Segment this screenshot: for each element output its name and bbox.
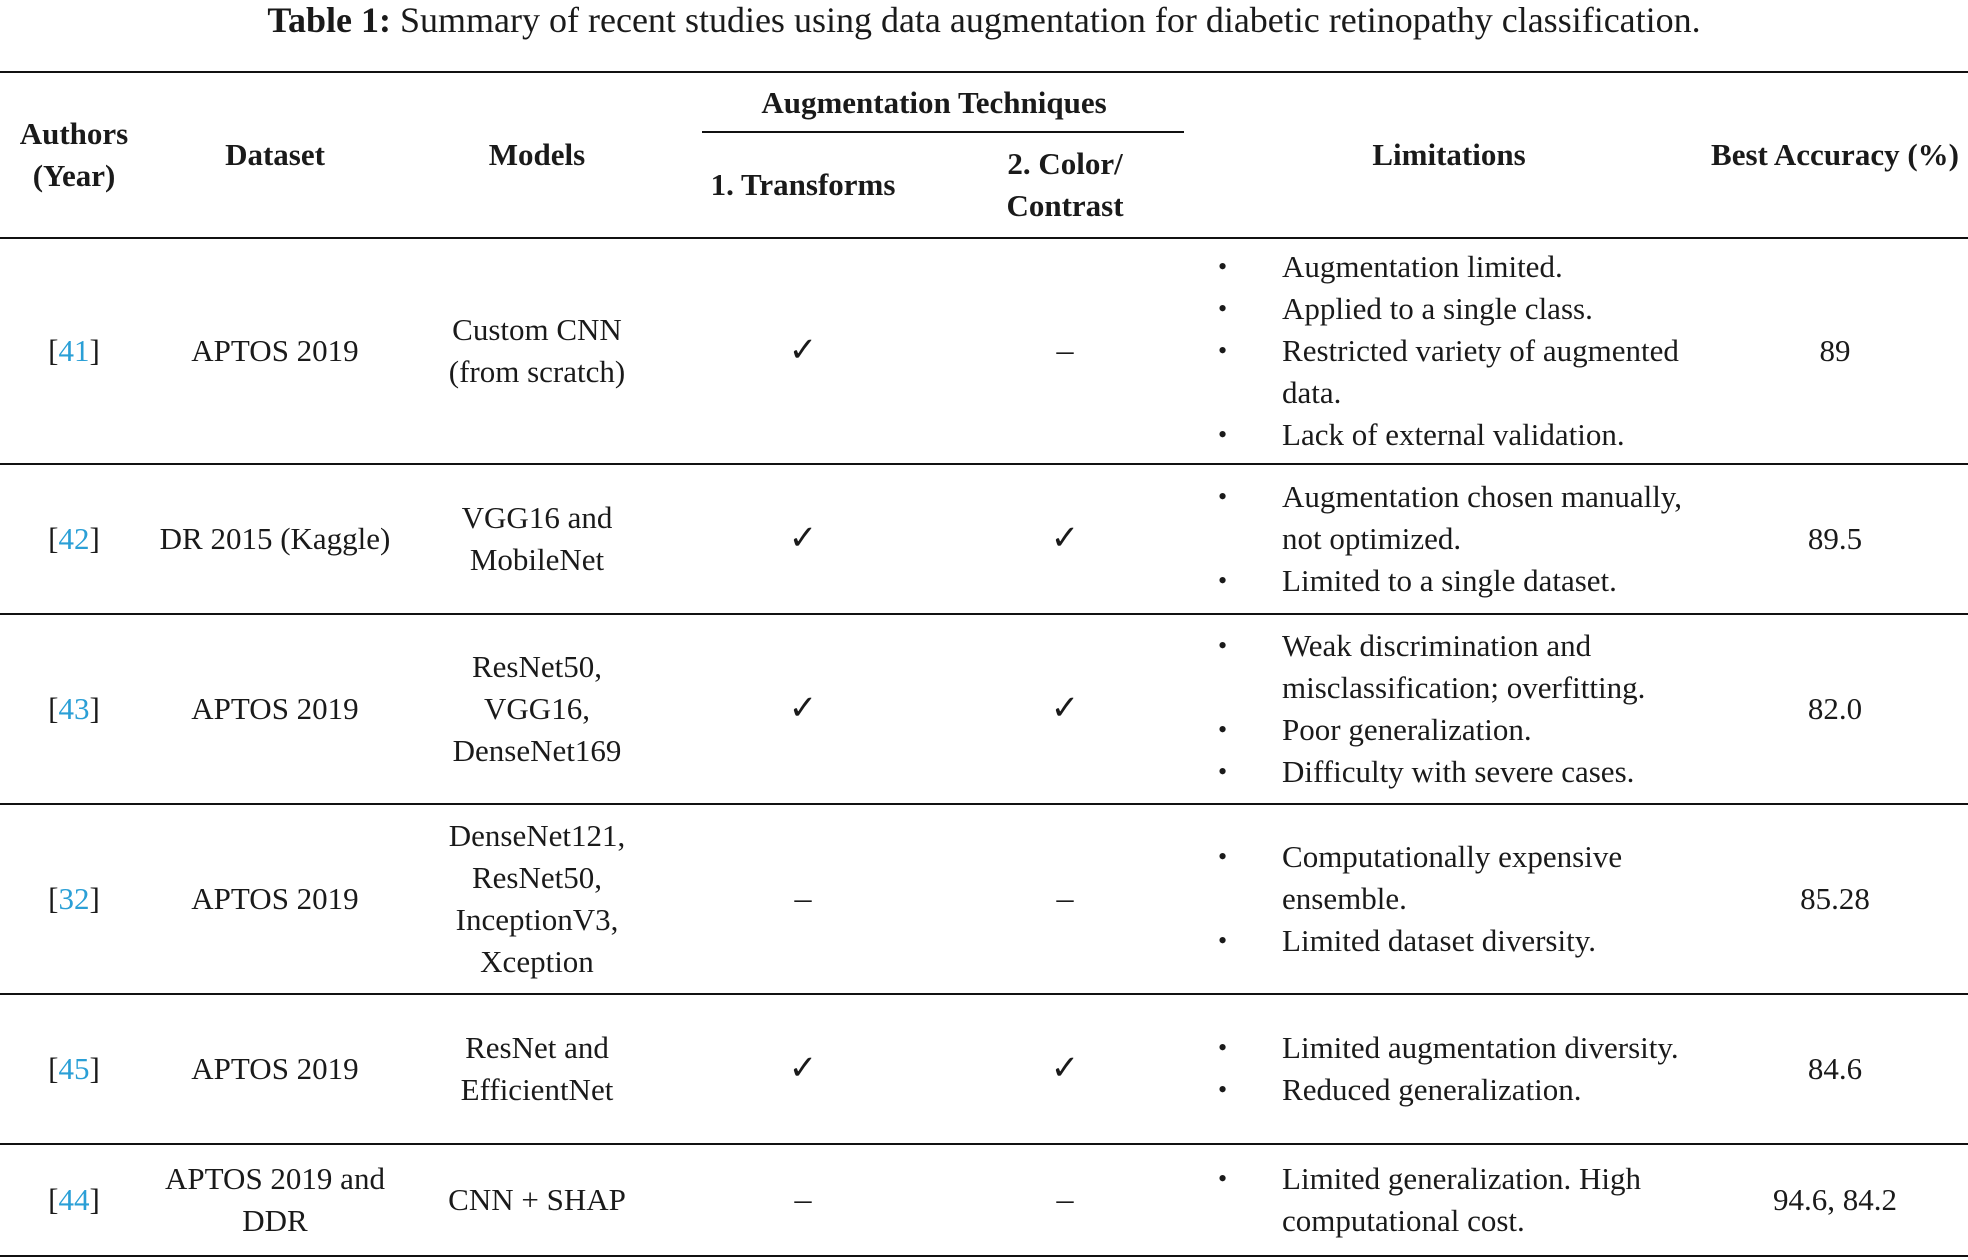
ref-bracket: [ [48, 881, 59, 916]
table-row [0, 614, 1968, 804]
cell-models-line: VGG16 and [461, 500, 613, 535]
cell-authors [0, 614, 148, 804]
cell-models [402, 804, 672, 994]
table-row [0, 464, 1968, 614]
limitation-item: • Applied to a single class. [1218, 288, 1702, 330]
cell-dataset [148, 1144, 402, 1256]
cell-models-line: VGG16, [484, 691, 590, 726]
ref-bracket: [ [48, 691, 59, 726]
cell-color-mark: – [1056, 332, 1074, 369]
ref-bracket: [ [48, 1051, 59, 1086]
cell-limitations [1196, 464, 1702, 614]
header-authors-line: Authors [19, 116, 129, 151]
limitation-item: • Restricted variety of augmented data. [1218, 330, 1702, 414]
cell-accuracy: 94.6, 84.2 [1773, 1182, 1898, 1217]
cell-limitations [1196, 238, 1702, 464]
table-row [0, 994, 1968, 1144]
cell-models [402, 614, 672, 804]
cell-transforms-mark: ✓ [788, 690, 818, 727]
cell-models-line: (from scratch) [448, 354, 626, 389]
header-color-line: Contrast [1006, 188, 1124, 223]
cell-dataset [148, 238, 402, 464]
limitation-item: • Augmentation chosen manually, not optimized. [1218, 476, 1702, 560]
header-augmentation-label: Augmentation Techniques [761, 85, 1107, 120]
cell-dataset-line: APTOS 2019 [191, 333, 359, 368]
reference-link[interactable]: 32 [58, 881, 90, 916]
cell-color-mark: – [1056, 880, 1074, 917]
header-models: Models [488, 137, 586, 172]
cell-dataset-line: APTOS 2019 [191, 881, 359, 916]
cell-accuracy: 82.0 [1807, 691, 1863, 726]
limitations-list [1218, 1027, 1702, 1111]
cell-dataset [148, 994, 402, 1144]
ref-bracket: ] [89, 1051, 100, 1086]
limitation-item: • Weak discrimination and misclassification; overfitting. [1218, 625, 1702, 709]
header-transforms: 1. Transforms [710, 167, 896, 202]
cell-models [402, 1144, 672, 1256]
reference-link[interactable]: 44 [58, 1182, 90, 1217]
table-caption [0, 0, 1968, 44]
cell-transforms-mark: – [794, 1181, 812, 1218]
ref-bracket: [ [48, 521, 59, 556]
cell-transforms-mark: ✓ [788, 520, 818, 557]
limitation-item: • Poor generalization. [1218, 709, 1702, 751]
reference-link[interactable]: 43 [58, 691, 90, 726]
cell-models-line: EfficientNet [460, 1072, 614, 1107]
limitations-list [1218, 836, 1702, 962]
ref-bracket: ] [89, 1182, 100, 1217]
augmentation-underline [702, 131, 1184, 133]
cell-color-mark: ✓ [1050, 520, 1080, 557]
cell-color-mark: – [1056, 1181, 1074, 1218]
cell-authors [0, 238, 148, 464]
cell-accuracy: 89.5 [1807, 521, 1863, 556]
cell-models-line: CNN + SHAP [448, 1182, 626, 1217]
limitations-list [1218, 476, 1702, 602]
cell-authors [0, 994, 148, 1144]
reference-link[interactable]: 45 [58, 1051, 90, 1086]
cell-transforms-mark: ✓ [788, 332, 818, 369]
cell-models-line: ResNet and [465, 1030, 609, 1065]
cell-dataset [148, 804, 402, 994]
cell-dataset [148, 614, 402, 804]
cell-authors [0, 1144, 148, 1256]
cell-color-mark: ✓ [1050, 1050, 1080, 1087]
header-color-line: 2. Color/ [1007, 146, 1123, 181]
header-dataset: Dataset [225, 137, 325, 172]
cell-models-line: Xception [480, 944, 594, 979]
cell-models-line: MobileNet [469, 542, 605, 577]
reference-link[interactable]: 41 [58, 333, 90, 368]
limitation-item: • Reduced generalization. [1218, 1069, 1702, 1111]
table-header [0, 72, 1968, 238]
cell-accuracy: 85.28 [1800, 881, 1870, 916]
limitations-list [1218, 246, 1702, 456]
caption-label: Table 1: [267, 0, 392, 40]
cell-limitations [1196, 994, 1702, 1144]
limitation-item: • Difficulty with severe cases. [1218, 751, 1702, 793]
cell-dataset-line: APTOS 2019 and [165, 1161, 385, 1196]
ref-bracket: [ [48, 333, 59, 368]
cell-models [402, 994, 672, 1144]
cell-models [402, 238, 672, 464]
cell-authors [0, 464, 148, 614]
limitation-item: • Computationally expensive ensemble. [1218, 836, 1702, 920]
ref-bracket: ] [89, 881, 100, 916]
limitation-item: • Limited to a single dataset. [1218, 560, 1702, 602]
cell-dataset [148, 464, 402, 614]
ref-bracket: [ [48, 1182, 59, 1217]
reference-link[interactable]: 42 [58, 521, 90, 556]
ref-bracket: ] [89, 333, 100, 368]
cell-models [402, 464, 672, 614]
limitation-item: • Limited generalization. High computational cost. [1218, 1158, 1702, 1242]
header-augmentation [672, 72, 1196, 133]
ref-bracket: ] [89, 691, 100, 726]
limitation-item: • Limited augmentation diversity. [1218, 1027, 1702, 1069]
cell-limitations [1196, 804, 1702, 994]
table-row [0, 238, 1968, 464]
cell-models-line: Custom CNN [452, 312, 622, 347]
limitations-list [1218, 625, 1702, 793]
cell-color-mark: ✓ [1050, 690, 1080, 727]
cell-dataset-line: APTOS 2019 [191, 691, 359, 726]
header-limitations: Limitations [1372, 137, 1526, 172]
cell-models-line: DenseNet121, [448, 818, 626, 853]
header-authors-line: (Year) [32, 158, 116, 193]
caption-text: Summary of recent studies using data augmentation for diabetic retinopathy classification. [391, 0, 1701, 40]
header-authors [0, 72, 148, 238]
cell-accuracy: 84.6 [1807, 1051, 1863, 1086]
limitation-item: • Limited dataset diversity. [1218, 920, 1702, 962]
limitations-list [1218, 1158, 1702, 1242]
cell-models-line: InceptionV3, [455, 902, 619, 937]
cell-limitations [1196, 1144, 1702, 1256]
cell-models-line: ResNet50, [471, 649, 602, 684]
table-body [0, 238, 1968, 1256]
cell-transforms-mark: ✓ [788, 1050, 818, 1087]
cell-dataset-line: DDR [242, 1203, 308, 1238]
cell-accuracy: 89 [1819, 333, 1851, 368]
header-color-contrast [934, 133, 1196, 238]
cell-limitations [1196, 614, 1702, 804]
cell-authors [0, 804, 148, 994]
cell-models-line: ResNet50, [471, 860, 602, 895]
header-accuracy: Best Accuracy (%) [1711, 137, 1959, 172]
cell-transforms-mark: – [794, 880, 812, 917]
cell-dataset-line: DR 2015 (Kaggle) [159, 521, 391, 556]
ref-bracket: ] [89, 521, 100, 556]
limitation-item: • Lack of external validation. [1218, 414, 1702, 456]
table-row [0, 1144, 1968, 1256]
limitation-item: • Augmentation limited. [1218, 246, 1702, 288]
cell-dataset-line: APTOS 2019 [191, 1051, 359, 1086]
table-row [0, 804, 1968, 994]
studies-table [0, 71, 1968, 1257]
cell-models-line: DenseNet169 [452, 733, 622, 768]
